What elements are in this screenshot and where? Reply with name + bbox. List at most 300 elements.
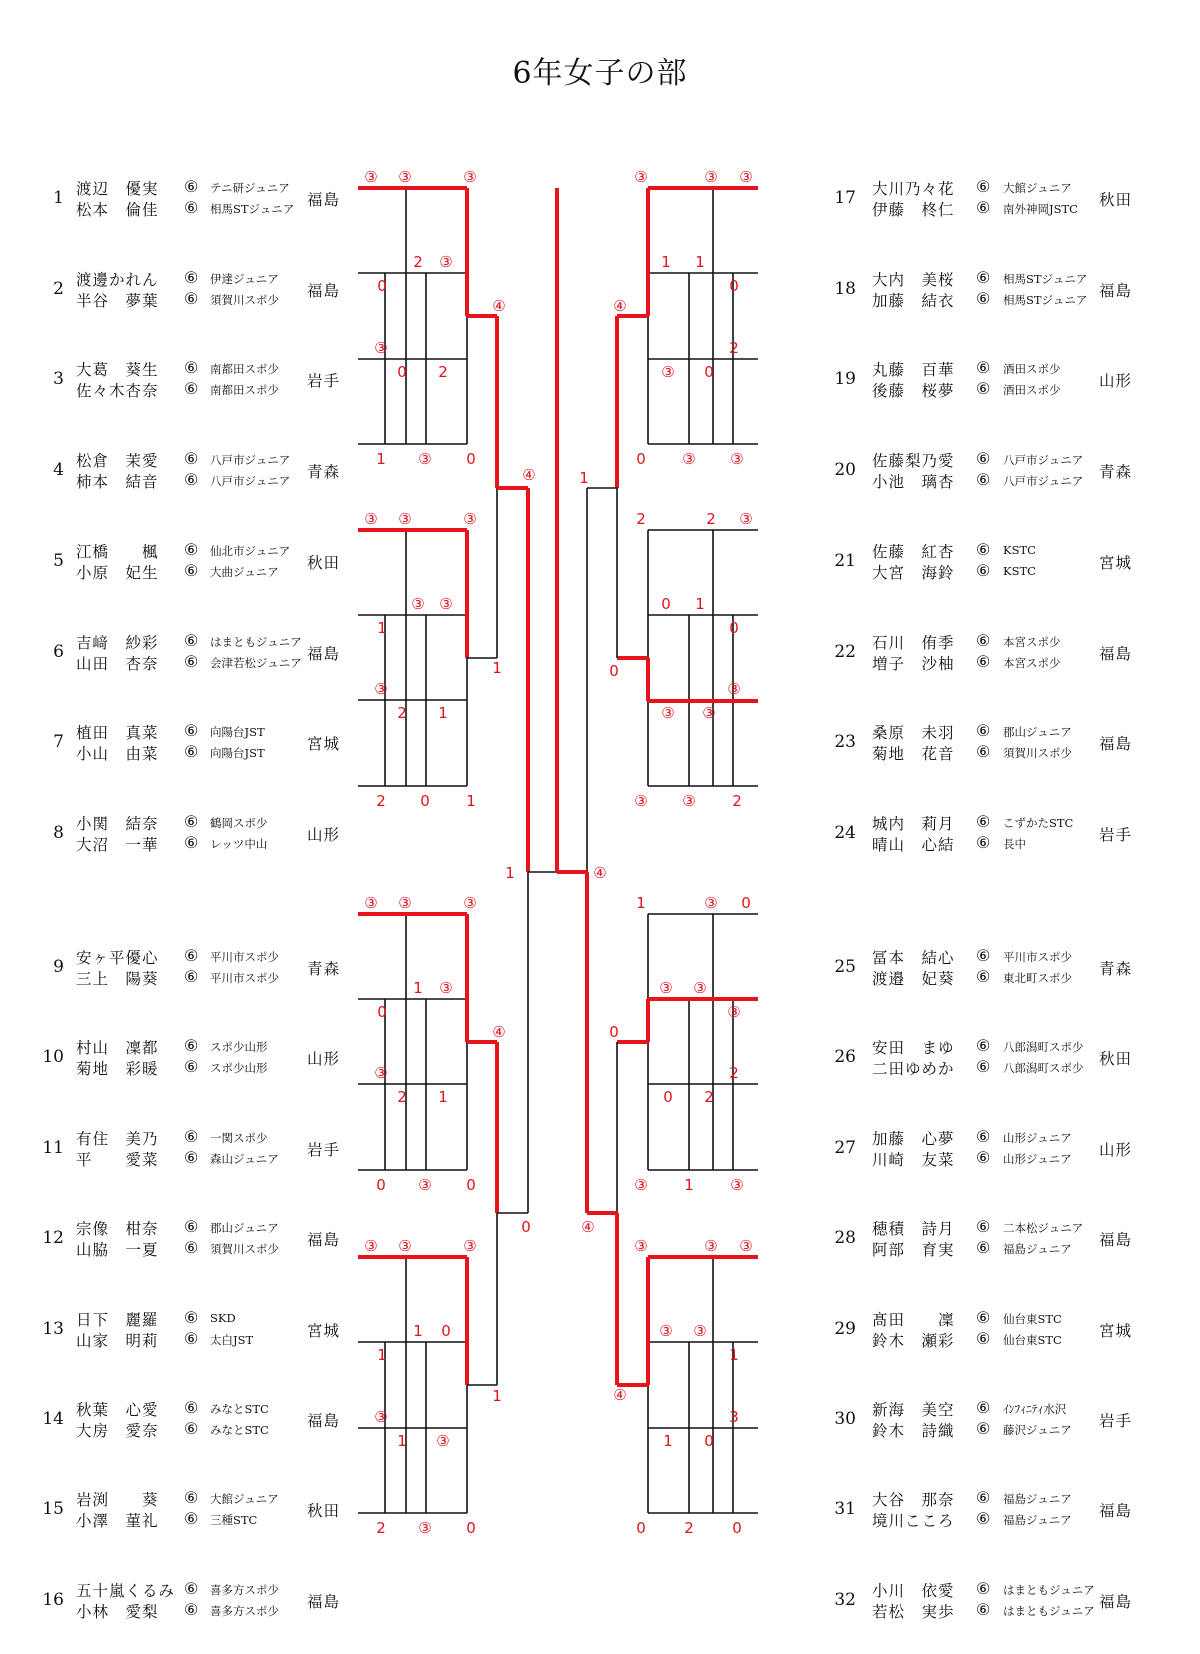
score-label: ③ (739, 1237, 753, 1255)
grade-mark: ⑥ (184, 1307, 199, 1327)
score-label: ③ (364, 510, 378, 528)
player-name: 後藤 桜夢 (872, 382, 955, 401)
player-name: 岩渕 葵 (76, 1491, 159, 1510)
club-name: KSTC (1003, 563, 1036, 578)
player-name: 秋葉 心愛 (76, 1401, 159, 1419)
prefecture: 青森 (307, 463, 341, 482)
score-label: 1 (684, 1176, 694, 1194)
player-name: 渡邊かれん (76, 270, 159, 289)
player-name: 安ヶ平優心 (76, 949, 159, 967)
grade-mark: ⑥ (976, 470, 991, 490)
score-label: 0 (729, 277, 739, 295)
score-label: 2 (704, 1088, 714, 1106)
grade-mark: ⑥ (976, 1238, 991, 1258)
player-name: 小関 結奈 (76, 814, 159, 833)
score-label: ③ (418, 1519, 432, 1537)
club-name: 相馬STジュニア (1003, 292, 1088, 307)
score-label: ④ (581, 1218, 595, 1236)
club-name: 郡山ジュニア (1003, 725, 1072, 740)
grade-mark: ⑥ (184, 198, 199, 217)
prefecture: 秋田 (1099, 1050, 1133, 1069)
score-label: 2 (376, 1519, 386, 1537)
prefecture: 秋田 (307, 1502, 341, 1521)
player-name: 山田 杏奈 (76, 654, 159, 673)
score-label: 1 (695, 253, 705, 271)
club-name: はまともジュニア (210, 634, 302, 649)
club-name: 大館ジュニア (1003, 181, 1072, 195)
club-name: みなとSTC (210, 1423, 269, 1437)
seed-number: 31 (834, 1499, 856, 1520)
grade-mark: ⑥ (184, 1328, 199, 1348)
score-label: ③ (702, 704, 716, 722)
club-name: 向陽台JST (210, 725, 265, 740)
player-name: 加藤 心夢 (872, 1129, 955, 1148)
club-name: 仙台東STC (1003, 1332, 1062, 1347)
score-label: 1 (492, 659, 502, 677)
grade-mark: ⑥ (976, 1398, 991, 1417)
player-name: 境川こころ (872, 1512, 955, 1531)
prefecture: 秋田 (307, 553, 341, 572)
grade-mark: ⑥ (976, 811, 991, 831)
club-name: レッツ中山 (210, 836, 268, 851)
player-name: 伊藤 柊仁 (872, 201, 955, 219)
player-name: 植田 真菜 (76, 724, 159, 743)
prefecture: 福島 (1099, 1231, 1133, 1250)
club-name: KSTC (1003, 542, 1036, 557)
prefecture: 青森 (1099, 463, 1133, 482)
score-label: 0 (661, 595, 671, 613)
seed-number: 3 (53, 369, 64, 390)
player-name: 有住 美乃 (76, 1129, 159, 1148)
player-name: 阿部 育実 (872, 1241, 955, 1260)
score-label: ③ (727, 1003, 741, 1021)
club-name: 大館ジュニア (210, 1492, 279, 1507)
score-label: 1 (695, 595, 705, 613)
score-label: 1 (376, 450, 386, 468)
grade-mark: ⑥ (976, 967, 991, 986)
seed-number: 30 (834, 1409, 856, 1429)
club-name: 酒田スポ少 (1003, 383, 1061, 398)
score-label: 0 (636, 1519, 646, 1537)
seed-number: 5 (53, 550, 64, 571)
score-label: ③ (374, 680, 388, 698)
score-label: ③ (682, 450, 696, 468)
grade-mark: ⑥ (184, 1578, 199, 1598)
score-label: ③ (661, 704, 675, 722)
club-name: 八戸市ジュニア (1003, 474, 1084, 489)
prefecture: 宮城 (307, 735, 341, 754)
seed-number: 27 (834, 1137, 856, 1158)
seed-number: 20 (834, 460, 856, 481)
score-label: ③ (634, 792, 648, 810)
player-name: 宗像 柑奈 (76, 1220, 159, 1239)
player-name: 安田 まゆ (872, 1039, 955, 1058)
player-name: 松本 倫佳 (76, 201, 159, 219)
score-label: ③ (374, 339, 388, 357)
score-label: 2 (706, 510, 716, 528)
seed-number: 21 (834, 550, 856, 571)
player-name: 大宮 海鈴 (872, 563, 955, 582)
grade-mark: ⑥ (976, 1147, 991, 1167)
player-name: 三上 陽葵 (76, 970, 159, 988)
score-label: 0 (377, 1003, 387, 1021)
score-label: ③ (398, 1237, 412, 1255)
score-label: ④ (613, 1386, 627, 1404)
prefecture: 山形 (1099, 1140, 1133, 1159)
grade-mark: ⑥ (976, 560, 991, 580)
player-name: 小川 依愛 (872, 1581, 955, 1600)
player-name: 鈴木 瀬彩 (872, 1331, 955, 1350)
score-label: ③ (730, 450, 744, 468)
score-label: ④ (522, 466, 536, 484)
club-name: SKD (210, 1310, 236, 1325)
seed-number: 9 (53, 957, 64, 977)
club-name: スポ少山形 (210, 1061, 268, 1076)
grade-mark: ⑥ (976, 288, 991, 308)
club-name: はまともジュニア (1003, 1582, 1095, 1597)
prefecture: 秋田 (1099, 191, 1133, 209)
score-label: ③ (463, 1237, 477, 1255)
player-name: 半谷 夢葉 (76, 291, 159, 310)
player-name: 小澤 菫礼 (76, 1512, 159, 1531)
score-label: ③ (693, 1322, 707, 1340)
score-label: 2 (684, 1519, 694, 1537)
score-label: ③ (704, 894, 718, 912)
grade-mark: ⑥ (184, 630, 199, 650)
score-label: ③ (364, 1237, 378, 1255)
club-name: 一関スポ少 (210, 1130, 268, 1145)
grade-mark: ⑥ (184, 470, 199, 490)
grade-mark: ⑥ (184, 946, 199, 965)
seed-number: 12 (42, 1228, 64, 1249)
seed-number: 11 (42, 1137, 64, 1158)
grade-mark: ⑥ (976, 379, 991, 399)
seed-number: 16 (42, 1589, 64, 1610)
score-label: ③ (463, 510, 477, 528)
player-name: 五十嵐くるみ (76, 1581, 176, 1600)
grade-mark: ⑥ (976, 1126, 991, 1146)
player-name: 平 愛菜 (76, 1150, 159, 1169)
prefecture: 山形 (1099, 372, 1133, 391)
score-label: ③ (739, 510, 753, 528)
score-label: 0 (377, 277, 387, 295)
score-label: ③ (634, 1237, 648, 1255)
seed-number: 7 (53, 732, 64, 753)
grade-mark: ⑥ (976, 267, 991, 287)
club-name: 須賀川スポ少 (1003, 746, 1072, 761)
grade-mark: ⑥ (184, 1036, 199, 1056)
prefecture: 福島 (1099, 1502, 1133, 1521)
grade-mark: ⑥ (976, 651, 991, 671)
seed-number: 18 (834, 278, 856, 299)
seed-number: 4 (53, 460, 64, 481)
player-name: 小池 璃杏 (872, 473, 955, 492)
seed-number: 19 (834, 369, 856, 390)
score-label: ③ (634, 1176, 648, 1194)
seed-number: 26 (834, 1047, 856, 1068)
grade-mark: ⑥ (976, 721, 991, 741)
score-label: ③ (661, 363, 675, 381)
score-label: 1 (661, 253, 671, 271)
score-label: 2 (438, 363, 448, 381)
player-name: 髙田 凜 (872, 1310, 955, 1329)
club-name: 平川市スポ少 (1003, 950, 1072, 964)
player-name: 小林 愛梨 (76, 1602, 159, 1621)
club-name: 喜多方スポ少 (210, 1603, 279, 1618)
seed-number: 6 (53, 641, 64, 662)
player-name: 増子 沙柚 (872, 654, 955, 673)
player-name: 佐藤 紅杏 (872, 542, 955, 561)
score-label: ③ (463, 894, 477, 912)
score-label: 0 (609, 662, 619, 680)
player-name: 大葛 葵生 (76, 361, 159, 380)
club-name: こずかたSTC (1003, 815, 1074, 830)
club-name: 八郎潟町スポ少 (1003, 1061, 1084, 1076)
prefecture: 岩手 (1099, 1412, 1133, 1430)
player-name: 菊地 彩暖 (76, 1060, 159, 1079)
score-label: ③ (704, 1237, 718, 1255)
grade-mark: ⑥ (976, 198, 991, 217)
score-label: ③ (398, 168, 412, 186)
prefecture: 岩手 (307, 1140, 341, 1159)
score-label: 0 (397, 363, 407, 381)
score-label: 1 (466, 792, 476, 810)
grade-mark: ⑥ (184, 1599, 199, 1619)
prefecture: 宮城 (1099, 1321, 1133, 1340)
score-label: ④ (492, 1023, 506, 1041)
seed-number: 15 (42, 1499, 64, 1520)
seed-number: 14 (42, 1409, 64, 1429)
player-name: 石川 侑季 (872, 633, 955, 652)
score-label: ③ (374, 1408, 388, 1426)
club-name: 二本松ジュニア (1003, 1221, 1084, 1236)
club-name: 平川市スポ少 (210, 950, 279, 964)
prefecture: 山形 (307, 825, 341, 844)
grade-mark: ⑥ (184, 1488, 199, 1508)
grade-mark: ⑥ (184, 358, 199, 378)
score-label: 1 (729, 1346, 739, 1364)
score-label: ③ (418, 1176, 432, 1194)
player-name: 小山 由菜 (76, 745, 159, 764)
grade-mark: ⑥ (184, 721, 199, 741)
club-name: ｲﾝﾌｨﾆﾃｨ水沢 (1003, 1402, 1067, 1416)
seed-number: 8 (53, 822, 64, 843)
club-name: 大曲ジュニア (210, 564, 279, 579)
player-name: 二田ゆめか (872, 1060, 955, 1079)
club-name: 平川市スポ少 (210, 971, 279, 985)
club-name: 須賀川スポ少 (210, 1242, 279, 1257)
seed-number: 32 (834, 1589, 856, 1610)
grade-mark: ⑥ (976, 358, 991, 378)
grade-mark: ⑥ (976, 1509, 991, 1529)
prefecture: 宮城 (1099, 553, 1133, 572)
club-name: 相馬STジュニア (1003, 271, 1088, 286)
prefecture: 岩手 (1099, 825, 1133, 844)
grade-mark: ⑥ (184, 1238, 199, 1258)
grade-mark: ⑥ (184, 449, 199, 469)
score-label: ③ (439, 979, 453, 997)
seed-number: 29 (834, 1318, 856, 1339)
score-label: 2 (729, 339, 739, 357)
score-label: 0 (466, 450, 476, 468)
player-name: 若松 実歩 (872, 1602, 955, 1621)
club-name: 八戸市ジュニア (210, 453, 291, 468)
player-name: 渡邉 妃葵 (872, 970, 955, 988)
club-name: 鶴岡スポ少 (210, 815, 268, 830)
player-name: 大川乃々花 (872, 180, 955, 198)
club-name: 三種STC (210, 1513, 258, 1528)
club-name: 須賀川スポ少 (210, 292, 279, 307)
score-label: 1 (579, 469, 589, 487)
score-label: 1 (377, 1346, 387, 1364)
prefecture: 福島 (307, 281, 341, 300)
grade-mark: ⑥ (184, 742, 199, 762)
grade-mark: ⑥ (184, 1419, 199, 1438)
club-name: 福島ジュニア (1003, 1492, 1072, 1507)
score-label: ③ (364, 894, 378, 912)
score-label: ③ (436, 1432, 450, 1450)
score-label: 2 (732, 792, 742, 810)
player-name: 晴山 心結 (872, 835, 955, 854)
player-name: 江橋 楓 (76, 542, 159, 561)
prefecture: 岩手 (307, 372, 341, 391)
club-name: 喜多方スポ少 (210, 1582, 279, 1597)
score-label: 0 (441, 1322, 451, 1340)
club-name: 本宮スポ少 (1003, 634, 1061, 649)
score-label: ③ (739, 168, 753, 186)
score-label: 1 (505, 864, 515, 882)
grade-mark: ⑥ (976, 1036, 991, 1056)
score-label: ④ (613, 297, 627, 315)
grade-mark: ⑥ (184, 288, 199, 308)
grade-mark: ⑥ (184, 1509, 199, 1529)
club-name: 福島ジュニア (1003, 1513, 1072, 1528)
club-name: 本宮スポ少 (1003, 655, 1061, 670)
player-name: 大谷 那奈 (872, 1491, 955, 1510)
score-label: ③ (659, 1322, 673, 1340)
player-name: 吉﨑 紗彩 (76, 633, 159, 652)
club-name: みなとSTC (210, 1402, 269, 1416)
club-name: 藤沢ジュニア (1003, 1423, 1072, 1437)
score-label: 0 (466, 1519, 476, 1537)
club-name: 南都田スポ少 (210, 383, 279, 398)
prefecture: 福島 (1099, 1592, 1133, 1611)
prefecture: 福島 (307, 191, 341, 209)
player-name: 佐藤梨乃愛 (872, 452, 955, 471)
grade-mark: ⑥ (976, 1419, 991, 1438)
grade-mark: ⑥ (976, 177, 991, 196)
club-name: 長中 (1003, 836, 1026, 851)
grade-mark: ⑥ (184, 539, 199, 559)
grade-mark: ⑥ (184, 651, 199, 671)
player-name: 日下 麗羅 (76, 1310, 159, 1329)
score-label: 1 (397, 1432, 407, 1450)
score-label: ③ (682, 792, 696, 810)
score-label: 1 (438, 704, 448, 722)
score-label: 0 (609, 1023, 619, 1041)
prefecture: 青森 (307, 960, 341, 978)
player-name: 鈴木 詩織 (872, 1422, 955, 1440)
club-name: 南都田スポ少 (210, 362, 279, 377)
seed-number: 24 (834, 822, 856, 843)
grade-mark: ⑥ (976, 1217, 991, 1237)
player-name: 村山 凜都 (76, 1039, 159, 1058)
player-name: 山家 明莉 (76, 1331, 159, 1350)
club-name: テニ研ジュニア (210, 181, 290, 195)
score-label: 0 (376, 1176, 386, 1194)
score-label: 1 (413, 979, 423, 997)
score-label: ③ (439, 595, 453, 613)
player-name: 佐々木杏奈 (76, 382, 159, 401)
club-name: 会津若松ジュニア (210, 655, 302, 670)
seed-number: 23 (834, 732, 856, 753)
club-name: 森山ジュニア (210, 1151, 279, 1166)
prefecture: 福島 (1099, 644, 1133, 663)
club-name: 山形ジュニア (1003, 1151, 1072, 1166)
club-name: 酒田スポ少 (1003, 362, 1061, 377)
seed-number: 17 (834, 188, 856, 208)
grade-mark: ⑥ (976, 630, 991, 650)
score-label: 1 (438, 1088, 448, 1106)
club-name: 郡山ジュニア (210, 1221, 279, 1236)
score-label: 0 (636, 450, 646, 468)
player-name: 大内 美桜 (872, 270, 955, 289)
player-name: 穂積 詩月 (872, 1220, 955, 1239)
player-name: 新海 美空 (872, 1401, 955, 1419)
score-label: 0 (704, 363, 714, 381)
grade-mark: ⑥ (184, 1398, 199, 1417)
seed-number: 22 (834, 641, 856, 662)
score-label: ③ (634, 168, 648, 186)
seed-number: 1 (53, 188, 64, 208)
player-name: 菊地 花音 (872, 745, 955, 764)
club-name: 相馬STジュニア (210, 202, 295, 216)
grade-mark: ⑥ (976, 1578, 991, 1598)
club-name: 八戸市ジュニア (1003, 453, 1084, 468)
prefecture: 福島 (1099, 281, 1133, 300)
prefecture: 宮城 (307, 1321, 341, 1340)
seed-number: 2 (53, 278, 64, 299)
prefecture: 福島 (307, 1412, 341, 1430)
prefecture: 福島 (307, 644, 341, 663)
score-label: 0 (663, 1088, 673, 1106)
club-name: 福島ジュニア (1003, 1242, 1072, 1257)
grade-mark: ⑥ (976, 449, 991, 469)
score-label: 1 (663, 1432, 673, 1450)
score-label: 0 (704, 1432, 714, 1450)
club-name: 南外神岡JSTC (1003, 202, 1078, 216)
player-name: 桑原 未羽 (872, 724, 955, 743)
player-name: 大沼 一華 (76, 835, 159, 854)
grade-mark: ⑥ (976, 1488, 991, 1508)
score-label: ③ (659, 979, 673, 997)
club-name: 太白JST (210, 1332, 254, 1347)
score-label: 0 (420, 792, 430, 810)
score-label: ③ (398, 510, 412, 528)
grade-mark: ⑥ (184, 379, 199, 399)
score-label: 1 (377, 619, 387, 637)
club-name: はまともジュニア (1003, 1603, 1095, 1618)
player-name: 渡辺 優実 (76, 180, 159, 198)
grade-mark: ⑥ (976, 1328, 991, 1348)
grade-mark: ⑥ (976, 1599, 991, 1619)
score-label: ③ (364, 168, 378, 186)
grade-mark: ⑥ (976, 539, 991, 559)
score-label: ③ (463, 168, 477, 186)
grade-mark: ⑥ (976, 1307, 991, 1327)
score-label: 1 (492, 1387, 502, 1405)
club-name: 東北町スポ少 (1003, 971, 1072, 985)
